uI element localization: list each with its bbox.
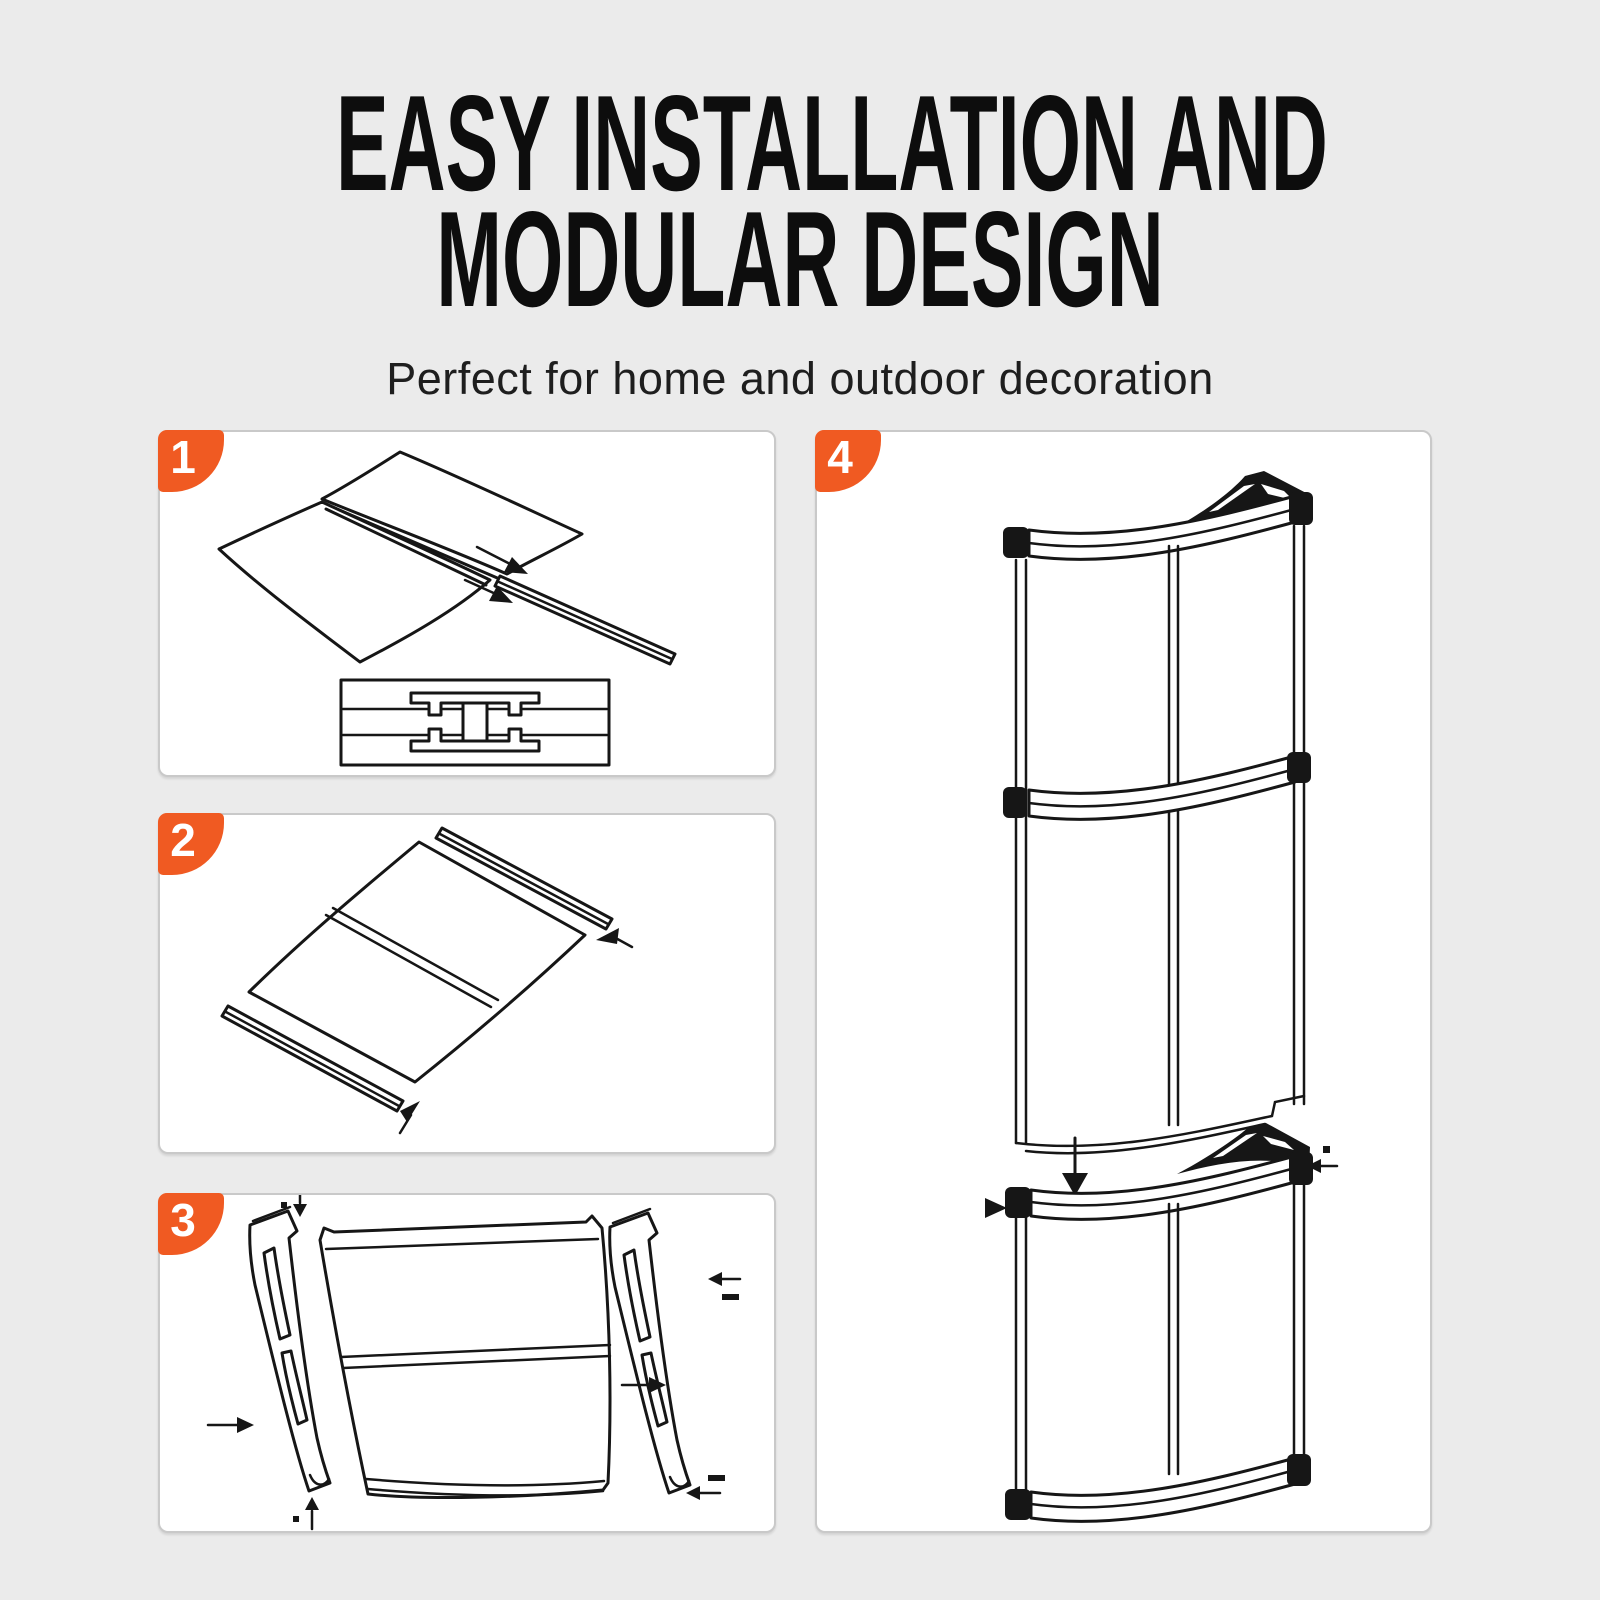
- page-title: [336, 67, 1328, 335]
- lower-module: [985, 1123, 1337, 1521]
- step-card-2: [158, 813, 776, 1154]
- side-bracket: [250, 1207, 330, 1491]
- canopy-panel: [320, 1216, 610, 1497]
- title-line-2: MODULAR DESIGN: [436, 182, 1164, 335]
- step-card-4: [815, 430, 1432, 1533]
- title-line-1: EASY INSTALLATION AND: [336, 67, 1328, 219]
- step-1-illustration: [160, 432, 774, 775]
- step-2-number: 2: [170, 814, 196, 866]
- step-4-illustration: [817, 432, 1430, 1531]
- h-connector-strip: [495, 576, 675, 664]
- h-connector-cross-section: [341, 680, 609, 765]
- step-2-illustration: [160, 815, 774, 1152]
- step-1-number: 1: [170, 431, 196, 483]
- header: [0, 67, 1600, 405]
- step-4-number: 4: [827, 431, 853, 483]
- upper-joined-modules: [1003, 471, 1313, 1153]
- step-3-illustration: [160, 1195, 774, 1531]
- step-card-1: [158, 430, 776, 777]
- step-3-number: 3: [170, 1194, 196, 1246]
- page-subtitle: Perfect for home and outdoor decoration: [386, 353, 1214, 405]
- step-card-3: [158, 1193, 776, 1533]
